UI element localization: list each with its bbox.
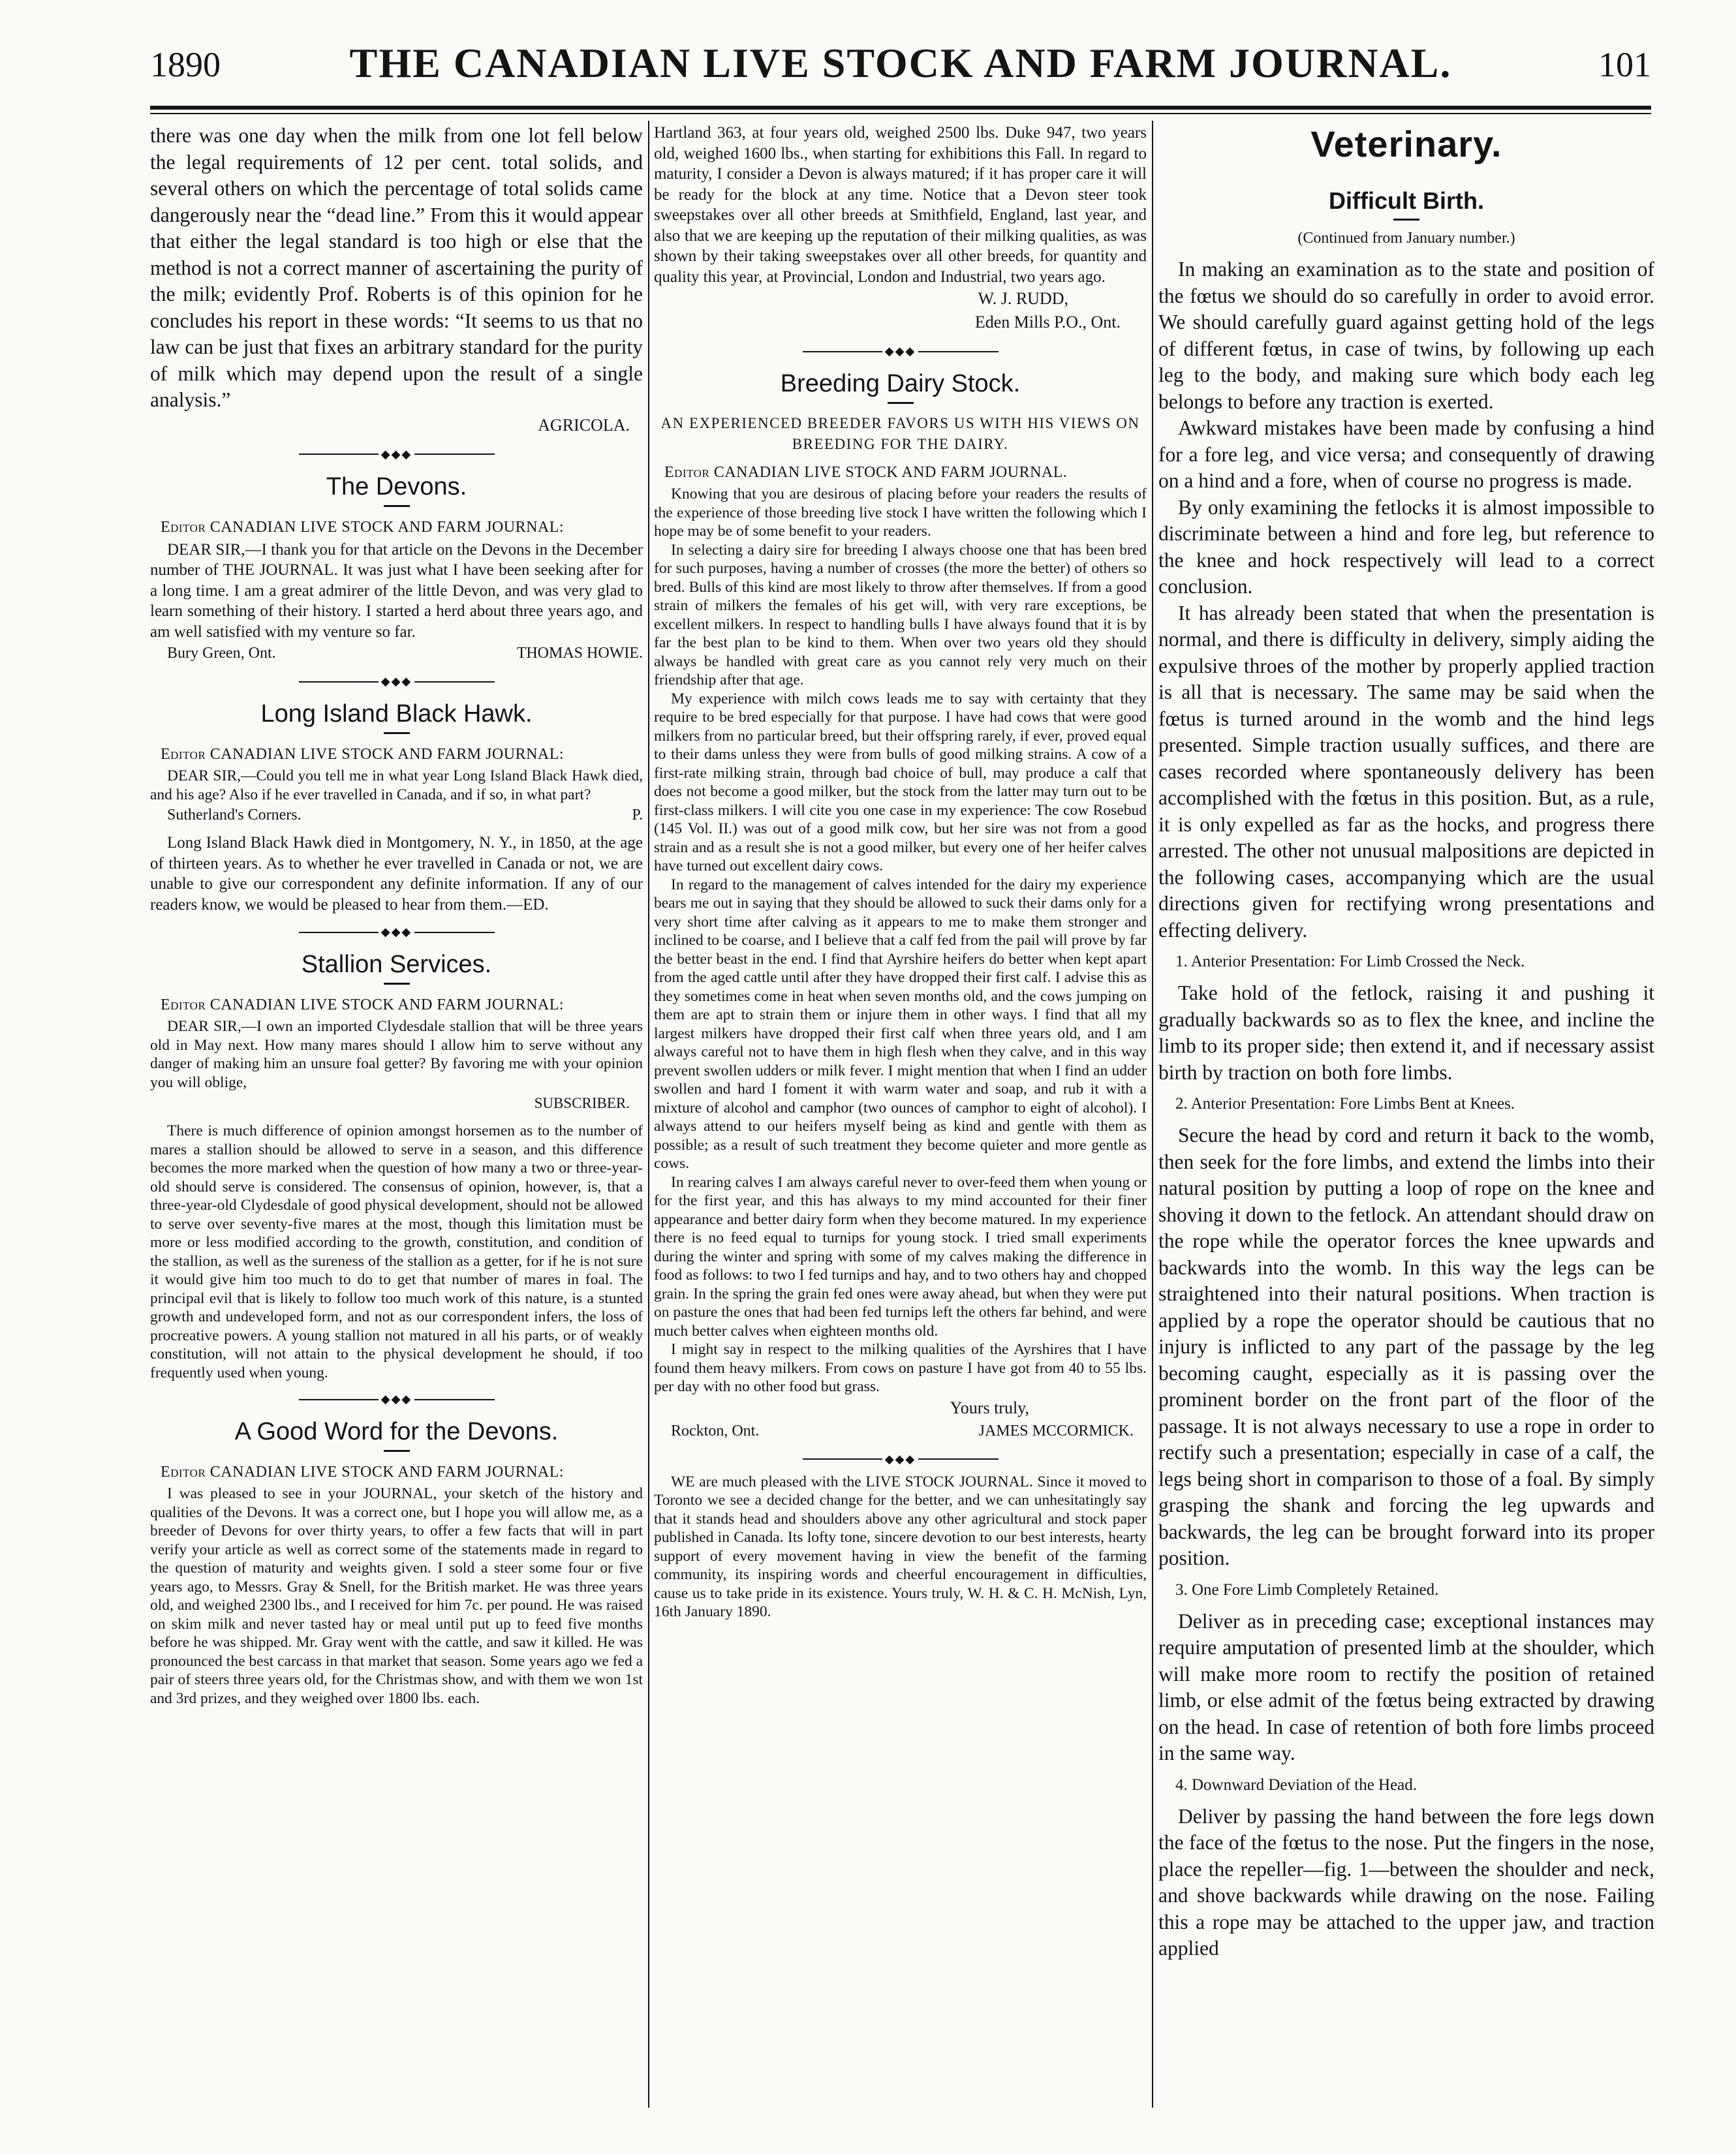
- editor-reply: Long Island Black Hawk died in Montgomery, N. Y., in 1850, at the age of thirteen years. As to whether he ever travelled in Canada or not, we are unable to give our correspondent any definite information. If any of our readers know, we would be pleased to hear from them.—ED.: [150, 834, 643, 914]
- editor-line: Editor CANADIAN LIVE STOCK AND FARM JOURNAL:: [161, 518, 565, 536]
- article-continuation: there was one day when the milk from one lot fell below the legal requirements of 12 per cent. total solids, and several others on which the percentage of total solids came dangerously near the “dead line.” From this it would appear that either the legal standard is too high or else that the method is not a correct manner of ascertaining the purity of the milk; evidently Prof. Roberts is of this opinion for he concludes his report in these words: “It seems to us that no law can be just that fixes an arbitrary standard for the purity of milk which may depend upon the result of a single analysis.”: [150, 124, 643, 411]
- editor-line: Editor CANADIAN LIVE STOCK AND FARM JOURNAL.: [664, 464, 1068, 481]
- letter-body: DEAR SIR,—Could you tell me in what year Long Island Black Hawk died, and his age? Also if he ever travelled in Canada, and if so, in what part?: [150, 767, 643, 803]
- article-title: Long Island Black Hawk.: [260, 700, 533, 728]
- column-3: [1158, 123, 1654, 1962]
- journal-title: THE CANADIAN LIVE STOCK AND FARM JOURNAL.: [349, 40, 1452, 86]
- case-heading: 2. Anterior Presentation: Fore Limbs Bent at Knees.: [1175, 1095, 1515, 1113]
- letter-signoff: [150, 804, 643, 826]
- paragraph: By only examining the fetlocks it is almost impossible to discriminate between a hind and fore leg, but reference to the knee and hock respectively will lead to a correct conclusion.: [1158, 495, 1654, 598]
- paragraph: Deliver as in preceding case; exceptional instances may require amputation of presented limb at the shoulder, which will make more room to rectify the position of retained limb, or else admit of the fœtus being extracted by drawing on the head. In case of retention of both fore limbs proceed in the same way.: [1158, 1609, 1654, 1764]
- paragraph: Awkward mistakes have been made by confusing a hind for a fore leg, and vice versa; and consequently of drawing on a hind and a fore, when of course no progress is made.: [1158, 416, 1654, 492]
- closing: Yours truly,: [950, 1398, 1029, 1417]
- paragraph: My experience with milch cows leads me to say with certainty that they require to be bred especially for that purpose. I have had cows that were good milkers from no particular breed, but their offspring rarely, if ever, proved equal to their dams unless they were from bulls of good milking strains. A cow of a first-rate milking strain, through bad choice of bull, may produce a calf that does not become a good milker, but the stock from the latter may turn out to be first-class milkers. I will cite you one case in my experience: The cow Rosebud (145 Vol. II.) was out of a good milk cow, but her sire was not from a good strain and as a result she is not a good milker, but every one of her heifer calves have turned out excellent dairy cows.: [654, 690, 1147, 874]
- title-dash: [1393, 219, 1419, 221]
- separator-ornament: ◆◆◆: [803, 1453, 999, 1466]
- page-number: 101: [1598, 45, 1651, 84]
- paragraph: Take hold of the fetlock, raising it and pushing it gradually backwards so as to flex the knee, and incline the limb to its proper side; then extend it, and if necessary assist birth by traction on both fore limbs.: [1158, 981, 1654, 1084]
- article-continuation: Hartland 363, at four years old, weighed 2500 lbs. Duke 947, two years old, weighed 1600 lbs., when starting for exhibitions this Fall. In regard to maturity, I consider a Devon is always matured; if it has proper care it will be ready for the block at any time. Notice that a Devon steer took sweepstakes over all other breeds at Smithfield, England, last year, and also that we are keeping up the reputation of their milking qualities, as was shown by their taking sweepstakes over all other breeds, for quantity and quality this year, at Provincial, London and Industrial, two years ago.: [654, 124, 1147, 286]
- continued-note: (Continued from January number.): [1297, 230, 1515, 247]
- page-year: 1890: [150, 45, 221, 84]
- paragraph: It has already been stated that when the presentation is normal, and there is difficulty in delivery, simply aiding the expulsive throes of the mother by properly applied traction is all that is necessary. The same may be said when the fœtus is turned around in the womb and the hind legs presented. Simple traction usually suffices, and there are cases recorded where spontaneously delivery has been accomplished with the fœtus in this position. But, as a rule, it is only expelled as far as the hocks, and progress there arrested. The other not unusual malpositions are depicted in the following cases, accompanying which are the usual directions given for rectifying wrong presentations and effecting delivery.: [1158, 601, 1654, 942]
- separator-ornament: ◆◆◆: [299, 448, 495, 461]
- paragraph: In making an examination as to the state and position of the fœtus we should do so carefully in order to avoid error. We should carefully guard against getting hold of the legs of different fœtus, in case of twins, by following up each leg to the body, and making sure which body each leg belongs to before any traction is exerted.: [1158, 258, 1654, 413]
- article-subtitle: AN EXPERIENCED BREEDER FAVORS US WITH HIS VIEWS ON BREEDING FOR THE DAIRY.: [660, 415, 1140, 452]
- signature: JAMES MCCORMICK.: [978, 1422, 1134, 1439]
- signature: SUBSCRIBER.: [534, 1095, 630, 1111]
- editor-line: Editor CANADIAN LIVE STOCK AND FARM JOURNAL:: [161, 1464, 565, 1481]
- masthead-rule-thin: [150, 113, 1651, 114]
- article-title: The Devons.: [326, 472, 467, 500]
- separator-ornament: ◆◆◆: [803, 345, 999, 358]
- column-1: [150, 123, 643, 1708]
- case-heading: 3. One Fore Limb Completely Retained.: [1175, 1580, 1439, 1599]
- editor-line: Editor CANADIAN LIVE STOCK AND FARM JOURNAL:: [161, 996, 565, 1013]
- paragraph: I might say in respect to the milking qualities of the Ayrshires that I have found them heavy milkers. From cows on pasture I have got from 40 to 55 lbs. per day with no other food but grass.: [654, 1341, 1147, 1395]
- column-2: [654, 123, 1147, 1622]
- paragraph: In regard to the management of calves intended for the dairy my experience bears me out in saying that they should be allowed to suck their dams only for a very short time after calving as it appears to me to make them stronger and inclined to be coarse, and I believe that a calf fed from the pail will prove by far the better beast in the end. I find that Ayrshire heifers do better when kept apart from the aged cattle until after they have dropped their first calf. I advise this as they sometimes come in heat when seven months old, and the cows jumping on them are apt to strain them or injure them in other ways. I find that all my largest milkers have dropped their first calf when three years old, and I am always careful not to have them in high flesh when they calve, and in this way prevent swollen udders or milk fever. I might mention that when I find an udder swollen and hard I foment it with warm water and soap, and rub it with a mixture of alcohol and camphor (two ounces of camphor to eight of alcohol). I always attend to our heifers myself being as kind and gentle with them as possible; as a result of such treatment they become quieter and more gentle as cows.: [654, 876, 1147, 1172]
- title-dash: [888, 402, 914, 404]
- case-heading: 4. Downward Deviation of the Head.: [1175, 1776, 1418, 1794]
- separator-ornament: ◆◆◆: [299, 925, 495, 939]
- paragraph: Knowing that you are desirous of placing before your readers the results of the experience of those breeding live stock I have written the following which I hope may be of some benefit to your readers.: [654, 485, 1147, 540]
- signature: AGRICOLA.: [538, 415, 630, 435]
- masthead: [150, 39, 1651, 104]
- title-dash: [384, 983, 410, 985]
- letter-body: DEAR SIR,—I own an imported Clydesdale stallion that will be three years old in May next. How many mares should I allow him to serve without any danger of making him an unsure foal getter? By favoring me with your opinion you will oblige,: [150, 1018, 643, 1091]
- title-dash: [384, 732, 410, 734]
- case-heading: 1. Anterior Presentation: For Limb Crossed the Neck.: [1175, 953, 1525, 970]
- article-title: Breeding Dairy Stock.: [780, 370, 1021, 397]
- title-dash: [384, 505, 410, 507]
- column-divider: [648, 121, 649, 2108]
- section-heading: Veterinary.: [1310, 123, 1502, 164]
- article-title: A Good Word for the Devons.: [234, 1418, 559, 1445]
- signature: P.: [632, 807, 643, 823]
- place: Bury Green, Ont.: [167, 645, 276, 662]
- place: Eden Mills P.O., Ont.: [974, 313, 1121, 331]
- column-divider: [1152, 121, 1153, 2108]
- editor-reply: There is much difference of opinion amongst horsemen as to the number of mares a stallion should be allowed to serve in a season, and this difference becomes the more marked when the question of how many a two or three-year-old should serve is considered. The consensus of opinion, however, is, that a three-year-old Clydesdale of good physical development, should not be allowed to serve over seventy-five mares at the most, though this limitation must be more or less modified according to the growth, constitution, and condition of the stallion, as well as the sureness of the stallion as a getter, for if he is not sure it would give him too much to do to get that number of mares in foal. The principal evil that is likely to follow too much work of this nature, is a stunted growth and undeveloped form, and not as our correspondent infers, the loss of procreative powers. A young stallion not matured in all his parts, or of weakly constitution, will not attain to the physical development he should, if too frequently used when young.: [150, 1122, 643, 1381]
- paragraph: Secure the head by cord and return it back to the womb, then seek for the fore limbs, and extend the limbs into their natural position by putting a loop of rope on the knee and shoving it down to the fetlock. An attendant should draw on the rope while the operator forces the knee upwards and backwards into the womb. In this way the legs can be straightened into their natural positions. When traction is applied by a rope the operator should be cautious that no injury is inflicted to any part of the passage by the leg becoming caught, especially as it is passing over the prominent border on the front part of the floor of the passage. It is not always necessary to use a rope in order to rectify such a presentation; especially in case of a calf, the legs being short in comparison to those of a foal. By simply grasping the shank and forcing the leg upwards and backwards, the leg can be brought forward into its proper position.: [1158, 1124, 1654, 1569]
- paragraph: In rearing calves I am always careful never to over-feed them when young or for the first year, and this has always to my mind accounted for their finer appearance and better dairy form when they become matured. In my experience there is no feed equal to turnips for young stock. I tried small experiments during the winter and spring with some of my calves making the difference in food as follows: to two I fed turnips and hay, and to two others hay and chopped grain. In the spring the grain fed ones were away ahead, but when they were put on pasture the ones that had been fed turnips left the others far behind, and were much better calves when eighteen months old.: [654, 1173, 1147, 1340]
- letter-signoff: [150, 642, 643, 664]
- paragraph: Deliver by passing the hand between the fore legs down the face of the fœtus to the nose. Put the fingers in the nose, place the repeller—fig. 1—between the shoulder and neck, and shove backwards while drawing on the nose. Failing this a rope may be attached to the upper jaw, and traction applied: [1158, 1804, 1654, 1960]
- signature: THOMAS HOWIE.: [516, 645, 643, 662]
- paragraph: In selecting a dairy sire for breeding I always choose one that has been bred for such purposes, having a number of crosses (the more the better) of others so bred. Bulls of this kind are most likely to throw after themselves. If from a good strain of milkers the females of his get will, with very rare exceptions, be excellent milkers. In respect to handling bulls I have always found that it is by far the best plan to be kind to them. When over two years old they should always be handled with great care as you cannot rely very much on their friendship after that age.: [654, 541, 1147, 688]
- title-dash: [384, 1450, 410, 1452]
- separator-ornament: ◆◆◆: [299, 1392, 495, 1406]
- masthead-rule: [150, 106, 1651, 110]
- article-title: Stallion Services.: [301, 951, 492, 978]
- article-title: Difficult Birth.: [1329, 187, 1484, 214]
- reader-note: WE are much pleased with the LIVE STOCK JOURNAL. Since it moved to Toronto we see a decided change for the better, and we can unhesitatingly say that it stands head and shoulders above any other agricultural and stock paper published in Canada. Its lofty tone, sincere devotion to our best interests, hearty support of every movement having in view the benefit of the farming community, its inspiring words and cheerful encouragement in difficulties, cause us to take pride in its existence. Yours truly, W. H. & C. H. McNish, Lyn, 16th January 1890.: [654, 1473, 1147, 1620]
- editor-line: Editor CANADIAN LIVE STOCK AND FARM JOURNAL:: [161, 746, 565, 763]
- signature: W. J. RUDD,: [978, 289, 1068, 308]
- letter-signoff: [654, 1420, 1147, 1442]
- separator-ornament: ◆◆◆: [299, 675, 495, 688]
- place: Sutherland's Corners.: [167, 807, 302, 823]
- letter-body: DEAR SIR,—I thank you for that article on the Devons in the December number of THE JOURNAL. It was just what I have been seeking after for a long time. I am a great admirer of the little Devon, and was very glad to learn something of their history. I started a herd about three years ago, and am well satisfied with my venture so far.: [150, 540, 643, 641]
- letter-body: I was pleased to see in your JOURNAL, your sketch of the history and qualities of the Devons. It was a correct one, but I hope you will allow me, as a breeder of Devons for over thirty years, to offer a few facts that will in part verify your article as well as correct some of the statements made in regard to the question of maturity and weights given. I sold a steer some four or five years ago, to Messrs. Gray & Snell, for the British market. He was three years old, and weighed 2300 lbs., and I received for him 7c. per pound. He was raised on skim milk and never tasted hay or meal until put up to feed five months before he was shipped. Mr. Gray went with the cattle, and saw it killed. He was pronounced the best carcass in that market that season. Some years ago we fed a pair of steers three years old, for the Christmas show, and with them we won 1st and 3rd prizes, and they weighed over 1800 lbs. each.: [150, 1485, 643, 1707]
- place: Rockton, Ont.: [671, 1422, 760, 1439]
